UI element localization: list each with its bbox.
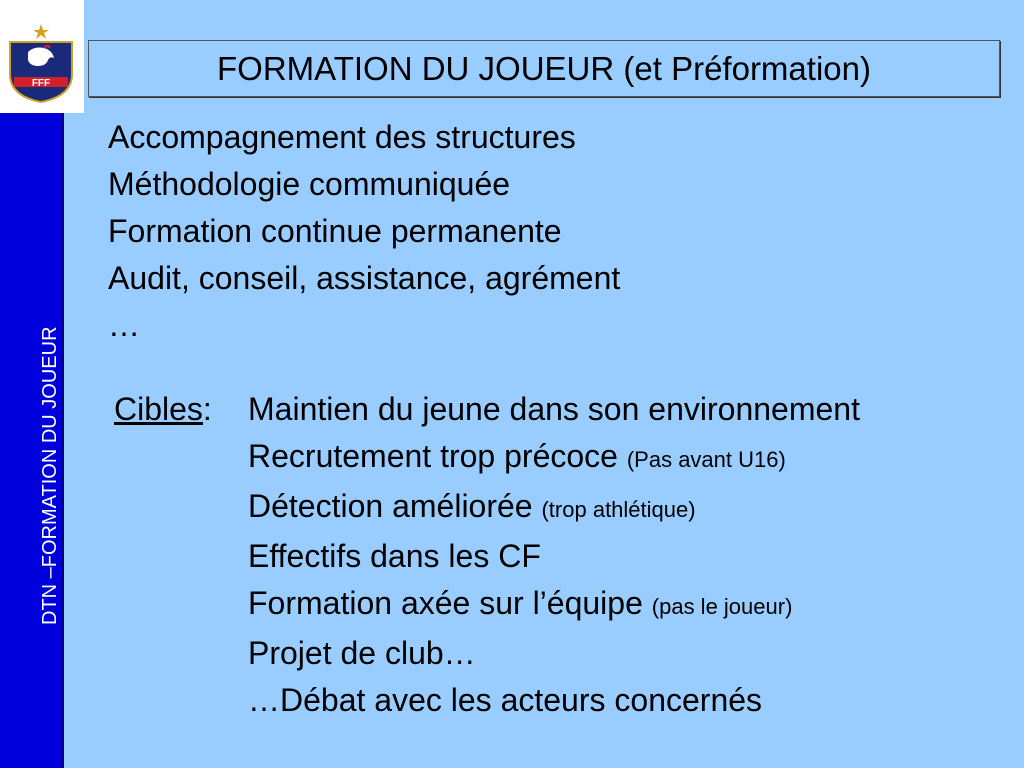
target-item <box>248 630 860 677</box>
bullet-item: Formation continue permanente <box>108 213 562 249</box>
target-item <box>248 433 860 483</box>
target-item <box>248 483 860 533</box>
target-item <box>248 580 860 630</box>
target-item-text: Projet de club… <box>248 635 476 671</box>
target-item-text: Formation axée sur l’équipe <box>248 585 643 621</box>
target-item-note: (pas le joueur) <box>651 594 793 619</box>
targets-section <box>114 386 860 718</box>
target-item <box>248 677 860 724</box>
target-item-text: Recrutement trop précoce <box>248 438 618 474</box>
targets-label: Cibles <box>114 391 203 427</box>
target-item-text: …Débat avec les acteurs concernés <box>248 682 763 718</box>
page-title: FORMATION DU JOUEUR (et Préformation) <box>217 50 871 87</box>
target-item <box>248 386 860 433</box>
sidebar-vertical-text: DTN –FORMATION DU JOUEUR <box>39 326 61 625</box>
bullet-list <box>108 114 620 349</box>
targets-separator: : <box>202 391 212 427</box>
target-item-text: Effectifs dans les CF <box>248 538 541 574</box>
bullet-item: Accompagnement des structures <box>108 119 576 155</box>
target-item-text: Maintien du jeune dans son environnement <box>248 391 860 427</box>
targets-label-row <box>114 386 212 433</box>
target-item-note: (trop athlétique) <box>541 497 696 522</box>
logo-text: FFF <box>31 78 51 89</box>
target-item <box>248 533 860 580</box>
bullet-item: Audit, conseil, assistance, agrément <box>108 260 621 296</box>
logo-area <box>0 0 84 113</box>
targets-list <box>248 386 860 724</box>
target-item-text: Détection améliorée <box>248 488 533 524</box>
bullet-item: … <box>108 307 140 343</box>
target-item-note: (Pas avant U16) <box>626 447 786 472</box>
fff-rooster-crest-icon <box>4 22 78 104</box>
bullet-item: Méthodologie communiquée <box>108 166 511 202</box>
title-box <box>88 40 1000 97</box>
